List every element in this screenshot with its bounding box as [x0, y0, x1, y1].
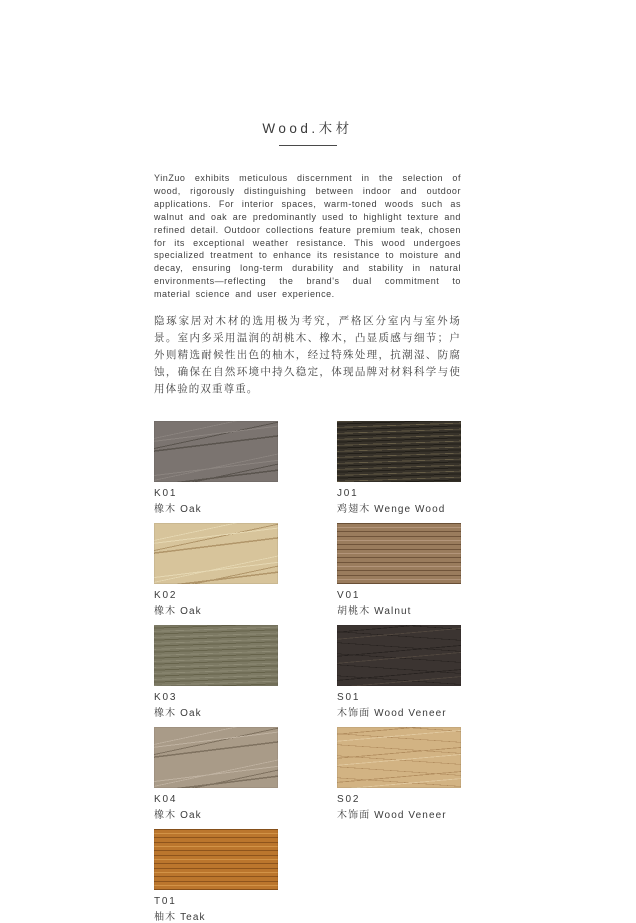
swatch-cell [337, 523, 461, 617]
swatch-code: K01 [154, 488, 178, 500]
wood-swatch-t01 [154, 829, 278, 890]
swatch-name: 橡木 Oak [154, 810, 202, 822]
swatch-cell [337, 727, 461, 821]
swatch-name: 木饰面 Wood Veneer [337, 810, 447, 822]
wood-swatch-v01 [337, 523, 461, 584]
wood-swatch-k01 [154, 421, 278, 482]
swatch-cell [154, 523, 278, 617]
intro-paragraph-en: YinZuo exhibits meticulous discernment in the selection of wood, rigorously distinguishing between indoor and outdoor applications. For interior spaces, warm-toned woods such as walnut and oak are predominantly used to highlight texture and refined detail. Outdoor collections feature premium teak, chosen for its exceptional weather resistance. This wood undergoes specialized treatment to enhance its resistance to moisture and decay, ensuring long-term durability and stability in natural environments—reflecting the brand's dual commitment to material science and user experience. [154, 173, 461, 300]
wood-swatch-k04 [154, 727, 278, 788]
swatch-code: J01 [337, 488, 359, 500]
swatch-name: 木饰面 Wood Veneer [337, 708, 447, 720]
swatch-name: 橡木 Oak [154, 504, 202, 516]
swatch-code: T01 [154, 896, 177, 908]
swatch-code: K04 [154, 794, 178, 806]
swatch-code: K02 [154, 590, 178, 602]
wood-swatch-k03 [154, 625, 278, 686]
swatch-name: 橡木 Oak [154, 708, 202, 720]
swatch-name: 柚木 Teak [154, 912, 206, 923]
swatch-cell [337, 625, 461, 719]
page-title: Wood.木材 [262, 121, 353, 136]
wood-swatch-s01 [337, 625, 461, 686]
wood-swatch-s02 [337, 727, 461, 788]
swatch-cell [337, 421, 461, 515]
swatch-code: V01 [337, 590, 361, 602]
swatch-code: K03 [154, 692, 178, 704]
title-underline [279, 145, 337, 146]
wood-swatch-k02 [154, 523, 278, 584]
title-block [154, 117, 461, 146]
content-column [154, 0, 461, 923]
swatch-code: S01 [337, 692, 361, 704]
swatch-name: 橡木 Oak [154, 606, 202, 618]
swatch-cell [154, 625, 278, 719]
swatch-grid [154, 421, 461, 923]
swatch-cell [154, 829, 278, 923]
wood-swatch-j01 [337, 421, 461, 482]
swatch-code: S02 [337, 794, 361, 806]
swatch-cell [154, 421, 278, 515]
swatch-cell [154, 727, 278, 821]
intro-paragraph-zh: 隐琢家居对木材的选用极为考究，严格区分室内与室外场景。室内多采用温润的胡桃木、橡木，凸显质感与细节；户外则精选耐候性出色的柚木，经过特殊处理，抗潮湿、防腐蚀，确保在自然环境中持久稳定，体现品牌对材料科学与使用体验的双重尊重。 [154, 315, 461, 396]
swatch-name: 鸡翅木 Wenge Wood [337, 504, 446, 516]
swatch-name: 胡桃木 Walnut [337, 606, 412, 618]
